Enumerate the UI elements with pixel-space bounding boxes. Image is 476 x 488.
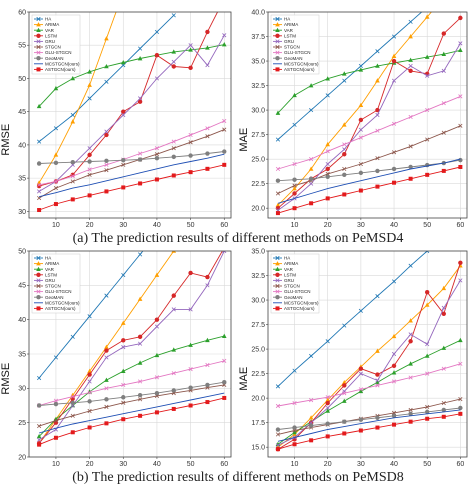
legend-label-stgcn: STGCN <box>284 44 300 50</box>
legend-label-geoman: GeoMAN <box>284 294 303 300</box>
point-astgcn-ours <box>222 396 226 400</box>
legend-label-stgcn: STGCN <box>45 44 61 50</box>
point-astgcn-ours <box>326 196 330 200</box>
xtick-label: 20 <box>85 222 94 229</box>
legend-label-lstm: LSTM <box>284 272 297 278</box>
point-astgcn-ours <box>37 443 41 447</box>
point-geoman <box>188 385 192 389</box>
point-ha <box>425 5 429 9</box>
point-astgcn-ours <box>392 181 396 185</box>
legend-label-ha: HA <box>284 16 291 22</box>
ytick-label: 35 <box>18 175 26 183</box>
ytick-label: 15.0 <box>251 444 265 452</box>
point-astgcn-ours <box>104 421 108 425</box>
y-axis-label: MAE <box>238 366 250 391</box>
legend-marker-astgcn-ours <box>37 67 41 71</box>
point-geoman <box>276 179 280 183</box>
legend-label-glu-stgcn: GLU-STGCN <box>284 289 311 295</box>
legend-label-gru: GRU <box>284 278 294 283</box>
point-lstm <box>292 191 296 195</box>
point-astgcn-ours <box>71 430 75 434</box>
legend-marker-lstm <box>36 34 40 38</box>
point-astgcn-ours <box>88 193 92 197</box>
point-lstm <box>172 293 176 297</box>
ytick-label: 32.5 <box>251 272 265 280</box>
ytick-label: 30.0 <box>251 297 265 305</box>
point-lstm <box>222 245 226 249</box>
point-geoman <box>326 421 330 425</box>
xtick-label: 50 <box>423 222 432 229</box>
point-geoman <box>37 161 41 165</box>
legend-label-ha: HA <box>45 16 52 22</box>
ytick-label: 25 <box>18 420 26 428</box>
xtick-label: 10 <box>52 461 60 468</box>
pemsd8-rmse-chart <box>0 245 238 473</box>
legend-marker-astgcn-ours <box>276 67 280 71</box>
point-geoman <box>205 383 209 387</box>
xtick-label: 40 <box>153 222 161 229</box>
legend-label-ha: HA <box>45 255 52 261</box>
legend-label-lstm: LSTM <box>284 33 297 39</box>
point-lstm <box>408 69 412 73</box>
point-astgcn-ours <box>409 420 413 424</box>
legend <box>32 254 80 313</box>
point-astgcn-ours <box>293 442 297 446</box>
ytick-label: 30 <box>18 208 26 216</box>
legend-marker-astgcn-ours <box>276 306 280 310</box>
legend-label-astgcn-ours: ASTGCN(ours) <box>45 306 76 311</box>
point-geoman <box>71 160 75 164</box>
point-astgcn-ours <box>189 170 193 174</box>
legend <box>271 254 319 313</box>
legend-label-geoman: GeoMAN <box>284 55 303 61</box>
legend-label-glu-stgcn: GLU-STGCN <box>45 50 72 56</box>
legend-marker-lstm <box>36 273 40 277</box>
point-astgcn-ours <box>293 206 297 210</box>
legend-label-arima: ARIMA <box>45 22 60 28</box>
ytick-label: 20 <box>18 454 26 462</box>
caption-pemsd8: (b) The prediction results of different methods on PeMSD8 <box>72 470 404 485</box>
legend-marker-lstm <box>275 34 279 38</box>
point-lstm <box>222 0 226 1</box>
point-geoman <box>326 175 330 179</box>
point-geoman <box>375 416 379 420</box>
point-geoman <box>205 151 209 155</box>
ytick-label: 40.0 <box>251 9 265 17</box>
point-lstm <box>87 153 91 157</box>
ytick-label: 60 <box>18 9 26 17</box>
point-astgcn-ours <box>276 211 280 215</box>
point-astgcn-ours <box>222 163 226 167</box>
point-astgcn-ours <box>392 423 396 427</box>
point-lstm <box>188 271 192 275</box>
point-geoman <box>188 153 192 157</box>
point-geoman <box>392 167 396 171</box>
legend-label-gru: GRU <box>284 39 294 44</box>
point-astgcn-ours <box>71 197 75 201</box>
point-lstm <box>172 64 176 68</box>
point-lstm <box>392 364 396 368</box>
point-lstm <box>342 383 346 387</box>
pemsd4-mae-chart <box>238 0 476 232</box>
point-lstm <box>458 16 462 20</box>
point-lstm <box>121 338 125 342</box>
legend-marker-geoman <box>275 295 279 299</box>
point-geoman <box>155 391 159 395</box>
y-axis-label: RMSE <box>0 123 12 156</box>
legend-label-var: VAR <box>45 266 54 272</box>
legend <box>32 15 80 74</box>
ytick-label: 45 <box>18 109 26 117</box>
ytick-label: 25.0 <box>251 346 265 354</box>
point-astgcn-ours <box>458 412 462 416</box>
point-lstm <box>442 31 446 35</box>
legend-label-glu-stgcn: GLU-STGCN <box>45 289 72 295</box>
point-geoman <box>87 159 91 163</box>
legend-label-mcstgcn-ours: MCSTGCN(ours) <box>45 300 80 306</box>
xtick-label: 30 <box>356 222 365 229</box>
point-astgcn-ours <box>138 414 142 418</box>
point-astgcn-ours <box>458 165 462 169</box>
xtick-label: 40 <box>153 461 161 468</box>
point-geoman <box>37 403 41 407</box>
point-lstm <box>205 30 209 34</box>
xtick-label: 10 <box>52 222 60 229</box>
point-astgcn-ours <box>155 177 159 181</box>
ytick-label: 50 <box>18 75 26 83</box>
xtick-label: 40 <box>390 222 398 229</box>
ytick-label: 35.0 <box>251 248 265 256</box>
legend-label-arima: ARIMA <box>284 22 299 28</box>
point-astgcn-ours <box>425 173 429 177</box>
legend-label-stgcn: STGCN <box>45 283 61 289</box>
point-geoman <box>375 169 379 173</box>
point-astgcn-ours <box>189 404 193 408</box>
point-geoman <box>87 399 91 403</box>
point-lstm <box>425 290 429 294</box>
legend-marker-geoman <box>275 56 279 60</box>
point-astgcn-ours <box>442 169 446 173</box>
point-astgcn-ours <box>309 438 313 442</box>
point-astgcn-ours <box>409 177 413 181</box>
point-astgcn-ours <box>54 436 58 440</box>
ytick-label: 32.5 <box>251 82 265 90</box>
xtick-label: 30 <box>119 461 128 468</box>
point-geoman <box>54 161 58 165</box>
point-geoman <box>342 419 346 423</box>
legend-marker-geoman <box>36 295 40 299</box>
point-geoman <box>104 159 108 163</box>
ytick-label: 30.0 <box>251 107 265 115</box>
point-astgcn-ours <box>359 189 363 193</box>
xtick-label: 30 <box>356 461 365 468</box>
point-geoman <box>222 149 226 153</box>
point-geoman <box>292 178 296 182</box>
ytick-label: 27.5 <box>251 321 265 329</box>
xtick-label: 20 <box>323 461 332 468</box>
point-lstm <box>155 53 159 57</box>
point-geoman <box>54 402 58 406</box>
ytick-label: 20.0 <box>251 395 265 403</box>
point-geoman <box>71 401 75 405</box>
point-geoman <box>121 158 125 162</box>
point-astgcn-ours <box>155 410 159 414</box>
legend-label-arima: ARIMA <box>284 261 299 267</box>
xtick-label: 60 <box>456 222 465 229</box>
pemsd4-rmse-chart <box>0 0 238 232</box>
xtick-label: 20 <box>85 461 94 468</box>
xtick-label: 60 <box>456 461 465 468</box>
point-astgcn-ours <box>309 201 313 205</box>
ytick-label: 25.0 <box>251 156 265 164</box>
point-astgcn-ours <box>104 189 108 193</box>
legend-label-geoman: GeoMAN <box>45 294 64 300</box>
point-lstm <box>87 372 91 376</box>
ytick-label: 37.5 <box>251 33 265 41</box>
legend-label-mcstgcn-ours: MCSTGCN(ours) <box>45 61 80 67</box>
legend-label-var: VAR <box>45 27 54 33</box>
legend-label-mcstgcn-ours: MCSTGCN(ours) <box>284 61 319 67</box>
xtick-label: 50 <box>423 461 432 468</box>
point-astgcn-ours <box>205 400 209 404</box>
ytick-label: 17.5 <box>251 420 265 428</box>
xtick-label: 50 <box>186 461 195 468</box>
point-astgcn-ours <box>342 192 346 196</box>
point-astgcn-ours <box>172 173 176 177</box>
ytick-label: 35.0 <box>251 58 265 66</box>
legend-marker-geoman <box>36 56 40 60</box>
point-geoman <box>138 157 142 161</box>
point-geoman <box>155 156 159 160</box>
legend-label-geoman: GeoMAN <box>45 55 64 61</box>
point-lstm <box>375 372 379 376</box>
xtick-label: 40 <box>390 461 398 468</box>
point-astgcn-ours <box>88 425 92 429</box>
xtick-label: 30 <box>119 222 128 229</box>
point-lstm <box>458 261 462 265</box>
xtick-label: 60 <box>220 461 229 468</box>
point-geoman <box>121 395 125 399</box>
caption-pemsd4: (a) The prediction results of different methods on PeMSD4 <box>72 231 404 246</box>
point-astgcn-ours <box>276 447 280 451</box>
legend-label-mcstgcn-ours: MCSTGCN(ours) <box>284 300 319 306</box>
point-lstm <box>104 348 108 352</box>
point-astgcn-ours <box>172 407 176 411</box>
legend-label-var: VAR <box>284 266 293 272</box>
point-geoman <box>104 397 108 401</box>
point-astgcn-ours <box>37 208 41 212</box>
legend-label-gru: GRU <box>45 278 55 283</box>
xtick-label: 60 <box>220 222 229 229</box>
pemsd8-mae-chart <box>238 245 476 473</box>
ytick-label: 20.0 <box>251 205 265 213</box>
point-lstm <box>138 335 142 339</box>
point-geoman <box>458 406 462 410</box>
ytick-label: 40 <box>18 317 26 325</box>
xtick-label: 10 <box>290 461 299 468</box>
point-astgcn-ours <box>326 434 330 438</box>
ytick-label: 35 <box>18 351 26 359</box>
y-axis-label: MAE <box>238 127 250 152</box>
point-geoman <box>309 177 313 181</box>
point-geoman <box>276 427 280 431</box>
point-lstm <box>326 401 330 405</box>
point-lstm <box>342 152 346 156</box>
ytick-label: 50 <box>18 248 26 256</box>
ytick-label: 55 <box>18 42 26 50</box>
point-astgcn-ours <box>205 167 209 171</box>
point-astgcn-ours <box>121 417 125 421</box>
point-geoman <box>292 425 296 429</box>
legend-label-stgcn: STGCN <box>284 283 300 289</box>
xtick-label: 20 <box>323 222 332 229</box>
point-geoman <box>359 418 363 422</box>
xtick-label: 50 <box>186 222 195 229</box>
legend-label-lstm: LSTM <box>45 272 58 278</box>
ytick-label: 45 <box>18 282 26 290</box>
point-geoman <box>342 173 346 177</box>
point-astgcn-ours <box>138 181 142 185</box>
point-lstm <box>408 339 412 343</box>
legend-label-glu-stgcn: GLU-STGCN <box>284 50 311 56</box>
point-lstm <box>359 118 363 122</box>
legend-marker-astgcn-ours <box>37 306 41 310</box>
legend-label-astgcn-ours: ASTGCN(ours) <box>45 67 76 72</box>
ytick-label: 22.5 <box>251 181 265 189</box>
point-lstm <box>326 167 330 171</box>
point-geoman <box>359 171 363 175</box>
point-lstm <box>205 275 209 279</box>
legend-marker-lstm <box>275 273 279 277</box>
point-lstm <box>359 367 363 371</box>
xtick-label: 10 <box>290 222 299 229</box>
point-geoman <box>138 393 142 397</box>
point-geoman <box>172 155 176 159</box>
legend-label-ha: HA <box>284 255 291 261</box>
legend-label-arima: ARIMA <box>45 261 60 267</box>
legend-label-lstm: LSTM <box>45 33 58 39</box>
point-astgcn-ours <box>54 202 58 206</box>
legend <box>271 15 319 74</box>
y-axis-label: RMSE <box>0 362 12 395</box>
point-lstm <box>155 317 159 321</box>
ytick-label: 40 <box>18 142 26 150</box>
point-astgcn-ours <box>359 429 363 433</box>
point-astgcn-ours <box>121 185 125 189</box>
ytick-label: 30 <box>18 385 26 393</box>
point-astgcn-ours <box>425 417 429 421</box>
ytick-label: 22.5 <box>251 371 265 379</box>
point-lstm <box>188 66 192 70</box>
legend-label-var: VAR <box>284 27 293 33</box>
point-lstm <box>392 59 396 63</box>
legend-label-astgcn-ours: ASTGCN(ours) <box>284 306 315 311</box>
point-geoman <box>309 423 313 427</box>
legend-label-astgcn-ours: ASTGCN(ours) <box>284 67 315 72</box>
point-astgcn-ours <box>442 415 446 419</box>
point-astgcn-ours <box>342 431 346 435</box>
point-astgcn-ours <box>375 426 379 430</box>
ytick-label: 27.5 <box>251 132 265 140</box>
point-geoman <box>222 380 226 384</box>
point-geoman <box>172 388 176 392</box>
legend-label-gru: GRU <box>45 39 55 44</box>
point-geoman <box>458 158 462 162</box>
point-astgcn-ours <box>375 185 379 189</box>
